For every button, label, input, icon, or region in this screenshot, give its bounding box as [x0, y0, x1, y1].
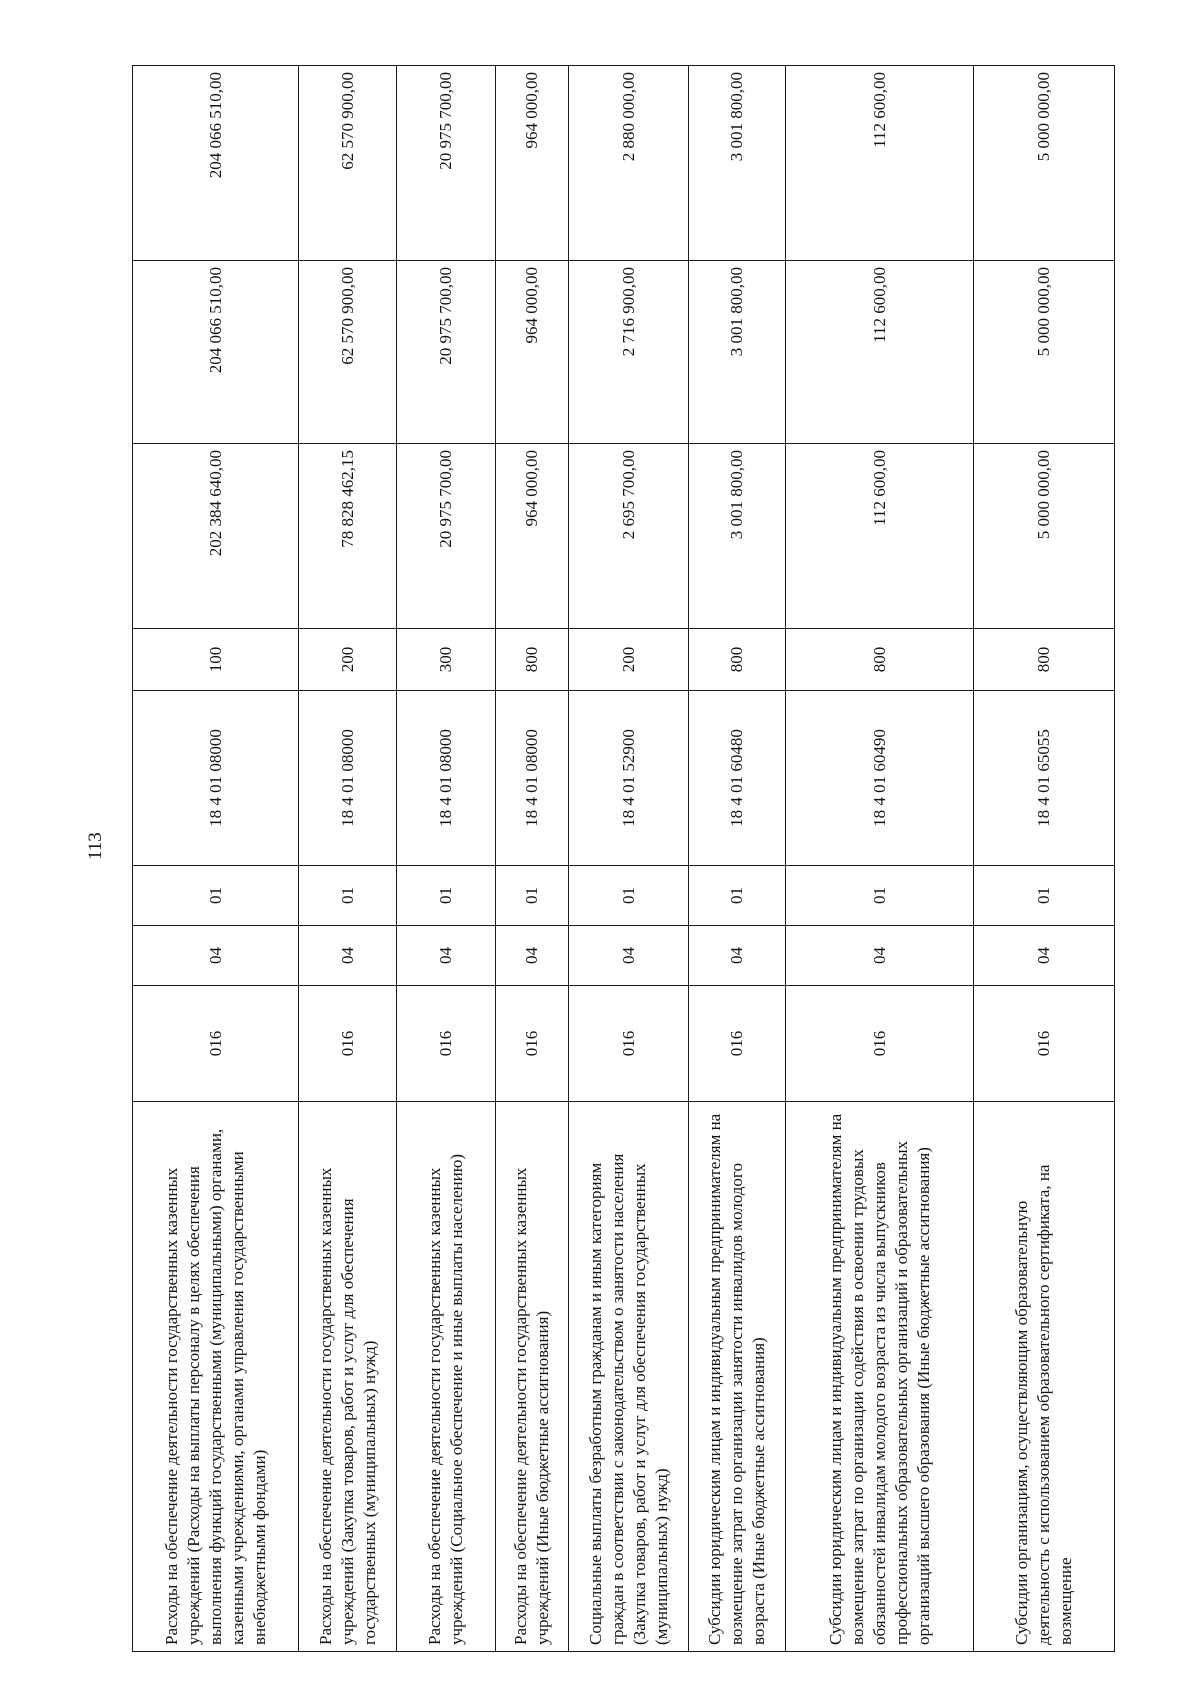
expense-name-cell: Субсидии юридическим лицам и индивидуальным предпринимателям на возмещение затрат по организации занятости инвалидов молодого возраста (Иные бюджетные ассигнования) [689, 1102, 786, 1652]
target-article-cell: 18 4 01 52900 [569, 691, 689, 866]
amount-cell-3: 20 975 700,00 [397, 66, 496, 261]
amount-cell-3: 5 000 000,00 [974, 66, 1115, 261]
table-row [496, 66, 569, 1652]
subsection-code-cell: 01 [974, 866, 1115, 926]
amount-cell-1: 112 600,00 [786, 444, 974, 629]
table-row [569, 66, 689, 1652]
section-code-cell: 04 [496, 926, 569, 986]
table-row [974, 66, 1115, 1652]
expense-name-cell: Социальные выплаты безработным гражданам и иным категориям граждан в соответствии с законодательством о занятости населения (Закупка товаров, работ и услуг для обеспечения государственных (муниципальных) нужд) [569, 1102, 689, 1652]
section-code-cell: 04 [786, 926, 974, 986]
amount-cell-1: 202 384 640,00 [133, 444, 299, 629]
amount-cell-1: 5 000 000,00 [974, 444, 1115, 629]
expense-name-cell: Расходы на обеспечение деятельности государственных казенных учреждений (Расходы на выплаты персоналу в целях обеспечения выполнения функций государственными (муниципальными) органами, казенными учреждениями, органами управления государственными внебюджетными фондами) [133, 1102, 299, 1652]
expense-type-cell: 800 [496, 629, 569, 691]
expense-name-cell: Расходы на обеспечение деятельности государственных казенных учреждений (Социальное обеспечение и иные выплаты населению) [397, 1102, 496, 1652]
expense-type-cell: 100 [133, 629, 299, 691]
table-row [689, 66, 786, 1652]
amount-cell-3: 112 600,00 [786, 66, 974, 261]
table-row [133, 66, 299, 1652]
target-article-cell: 18 4 01 08000 [397, 691, 496, 866]
target-article-cell: 18 4 01 08000 [496, 691, 569, 866]
expense-type-cell: 800 [786, 629, 974, 691]
grbs-code-cell: 016 [496, 986, 569, 1102]
grbs-code-cell: 016 [786, 986, 974, 1102]
section-code-cell: 04 [397, 926, 496, 986]
subsection-code-cell: 01 [689, 866, 786, 926]
section-code-cell: 04 [974, 926, 1115, 986]
expense-type-cell: 200 [569, 629, 689, 691]
section-code-cell: 04 [133, 926, 299, 986]
amount-cell-2: 2 716 900,00 [569, 261, 689, 444]
amount-cell-3: 62 570 900,00 [299, 66, 397, 261]
amount-cell-1: 78 828 462,15 [299, 444, 397, 629]
target-article-cell: 18 4 01 60480 [689, 691, 786, 866]
expense-name-cell: Субсидии юридическим лицам и индивидуальным предпринимателям на возмещение затрат по организации содействия в освоении трудовых обязанностей инвалидам молодого возраста из числа выпускников профессиональных образовательных организаций и образовательных организаций высшего образования (Иные бюджетные ассигнования) [786, 1102, 974, 1652]
amount-cell-2: 204 066 510,00 [133, 261, 299, 444]
subsection-code-cell: 01 [299, 866, 397, 926]
grbs-code-cell: 016 [689, 986, 786, 1102]
subsection-code-cell: 01 [786, 866, 974, 926]
budget-table [132, 65, 1115, 1652]
target-article-cell: 18 4 01 60490 [786, 691, 974, 866]
expense-type-cell: 200 [299, 629, 397, 691]
amount-cell-1: 3 001 800,00 [689, 444, 786, 629]
grbs-code-cell: 016 [569, 986, 689, 1102]
grbs-code-cell: 016 [974, 986, 1115, 1102]
expense-type-cell: 800 [974, 629, 1115, 691]
amount-cell-2: 5 000 000,00 [974, 261, 1115, 444]
amount-cell-1: 20 975 700,00 [397, 444, 496, 629]
table-row [786, 66, 974, 1652]
expense-name-cell: Расходы на обеспечение деятельности государственных казенных учреждений (Закупка товаров, работ и услуг для обеспечения государственных (муниципальных) нужд) [299, 1102, 397, 1652]
amount-cell-2: 112 600,00 [786, 261, 974, 444]
expense-type-cell: 300 [397, 629, 496, 691]
amount-cell-2: 20 975 700,00 [397, 261, 496, 444]
table-row [299, 66, 397, 1652]
amount-cell-2: 964 000,00 [496, 261, 569, 444]
section-code-cell: 04 [689, 926, 786, 986]
rotated-sheet [132, 66, 1114, 1652]
amount-cell-2: 3 001 800,00 [689, 261, 786, 444]
amount-cell-1: 2 695 700,00 [569, 444, 689, 629]
target-article-cell: 18 4 01 08000 [133, 691, 299, 866]
target-article-cell: 18 4 01 08000 [299, 691, 397, 866]
amount-cell-3: 964 000,00 [496, 66, 569, 261]
page-number: 113 [85, 832, 106, 860]
amount-cell-3: 3 001 800,00 [689, 66, 786, 261]
section-code-cell: 04 [569, 926, 689, 986]
expense-name-cell: Расходы на обеспечение деятельности государственных казенных учреждений (Иные бюджетные ассигнования) [496, 1102, 569, 1652]
grbs-code-cell: 016 [397, 986, 496, 1102]
subsection-code-cell: 01 [496, 866, 569, 926]
subsection-code-cell: 01 [133, 866, 299, 926]
subsection-code-cell: 01 [397, 866, 496, 926]
section-code-cell: 04 [299, 926, 397, 986]
table-row [397, 66, 496, 1652]
amount-cell-1: 964 000,00 [496, 444, 569, 629]
amount-cell-3: 204 066 510,00 [133, 66, 299, 261]
grbs-code-cell: 016 [133, 986, 299, 1102]
expense-type-cell: 800 [689, 629, 786, 691]
amount-cell-2: 62 570 900,00 [299, 261, 397, 444]
subsection-code-cell: 01 [569, 866, 689, 926]
expense-name-cell: Субсидии организациям, осуществляющим образовательную деятельность с использованием образовательного сертификата, на возмещение [974, 1102, 1115, 1652]
amount-cell-3: 2 880 000,00 [569, 66, 689, 261]
grbs-code-cell: 016 [299, 986, 397, 1102]
target-article-cell: 18 4 01 65055 [974, 691, 1115, 866]
